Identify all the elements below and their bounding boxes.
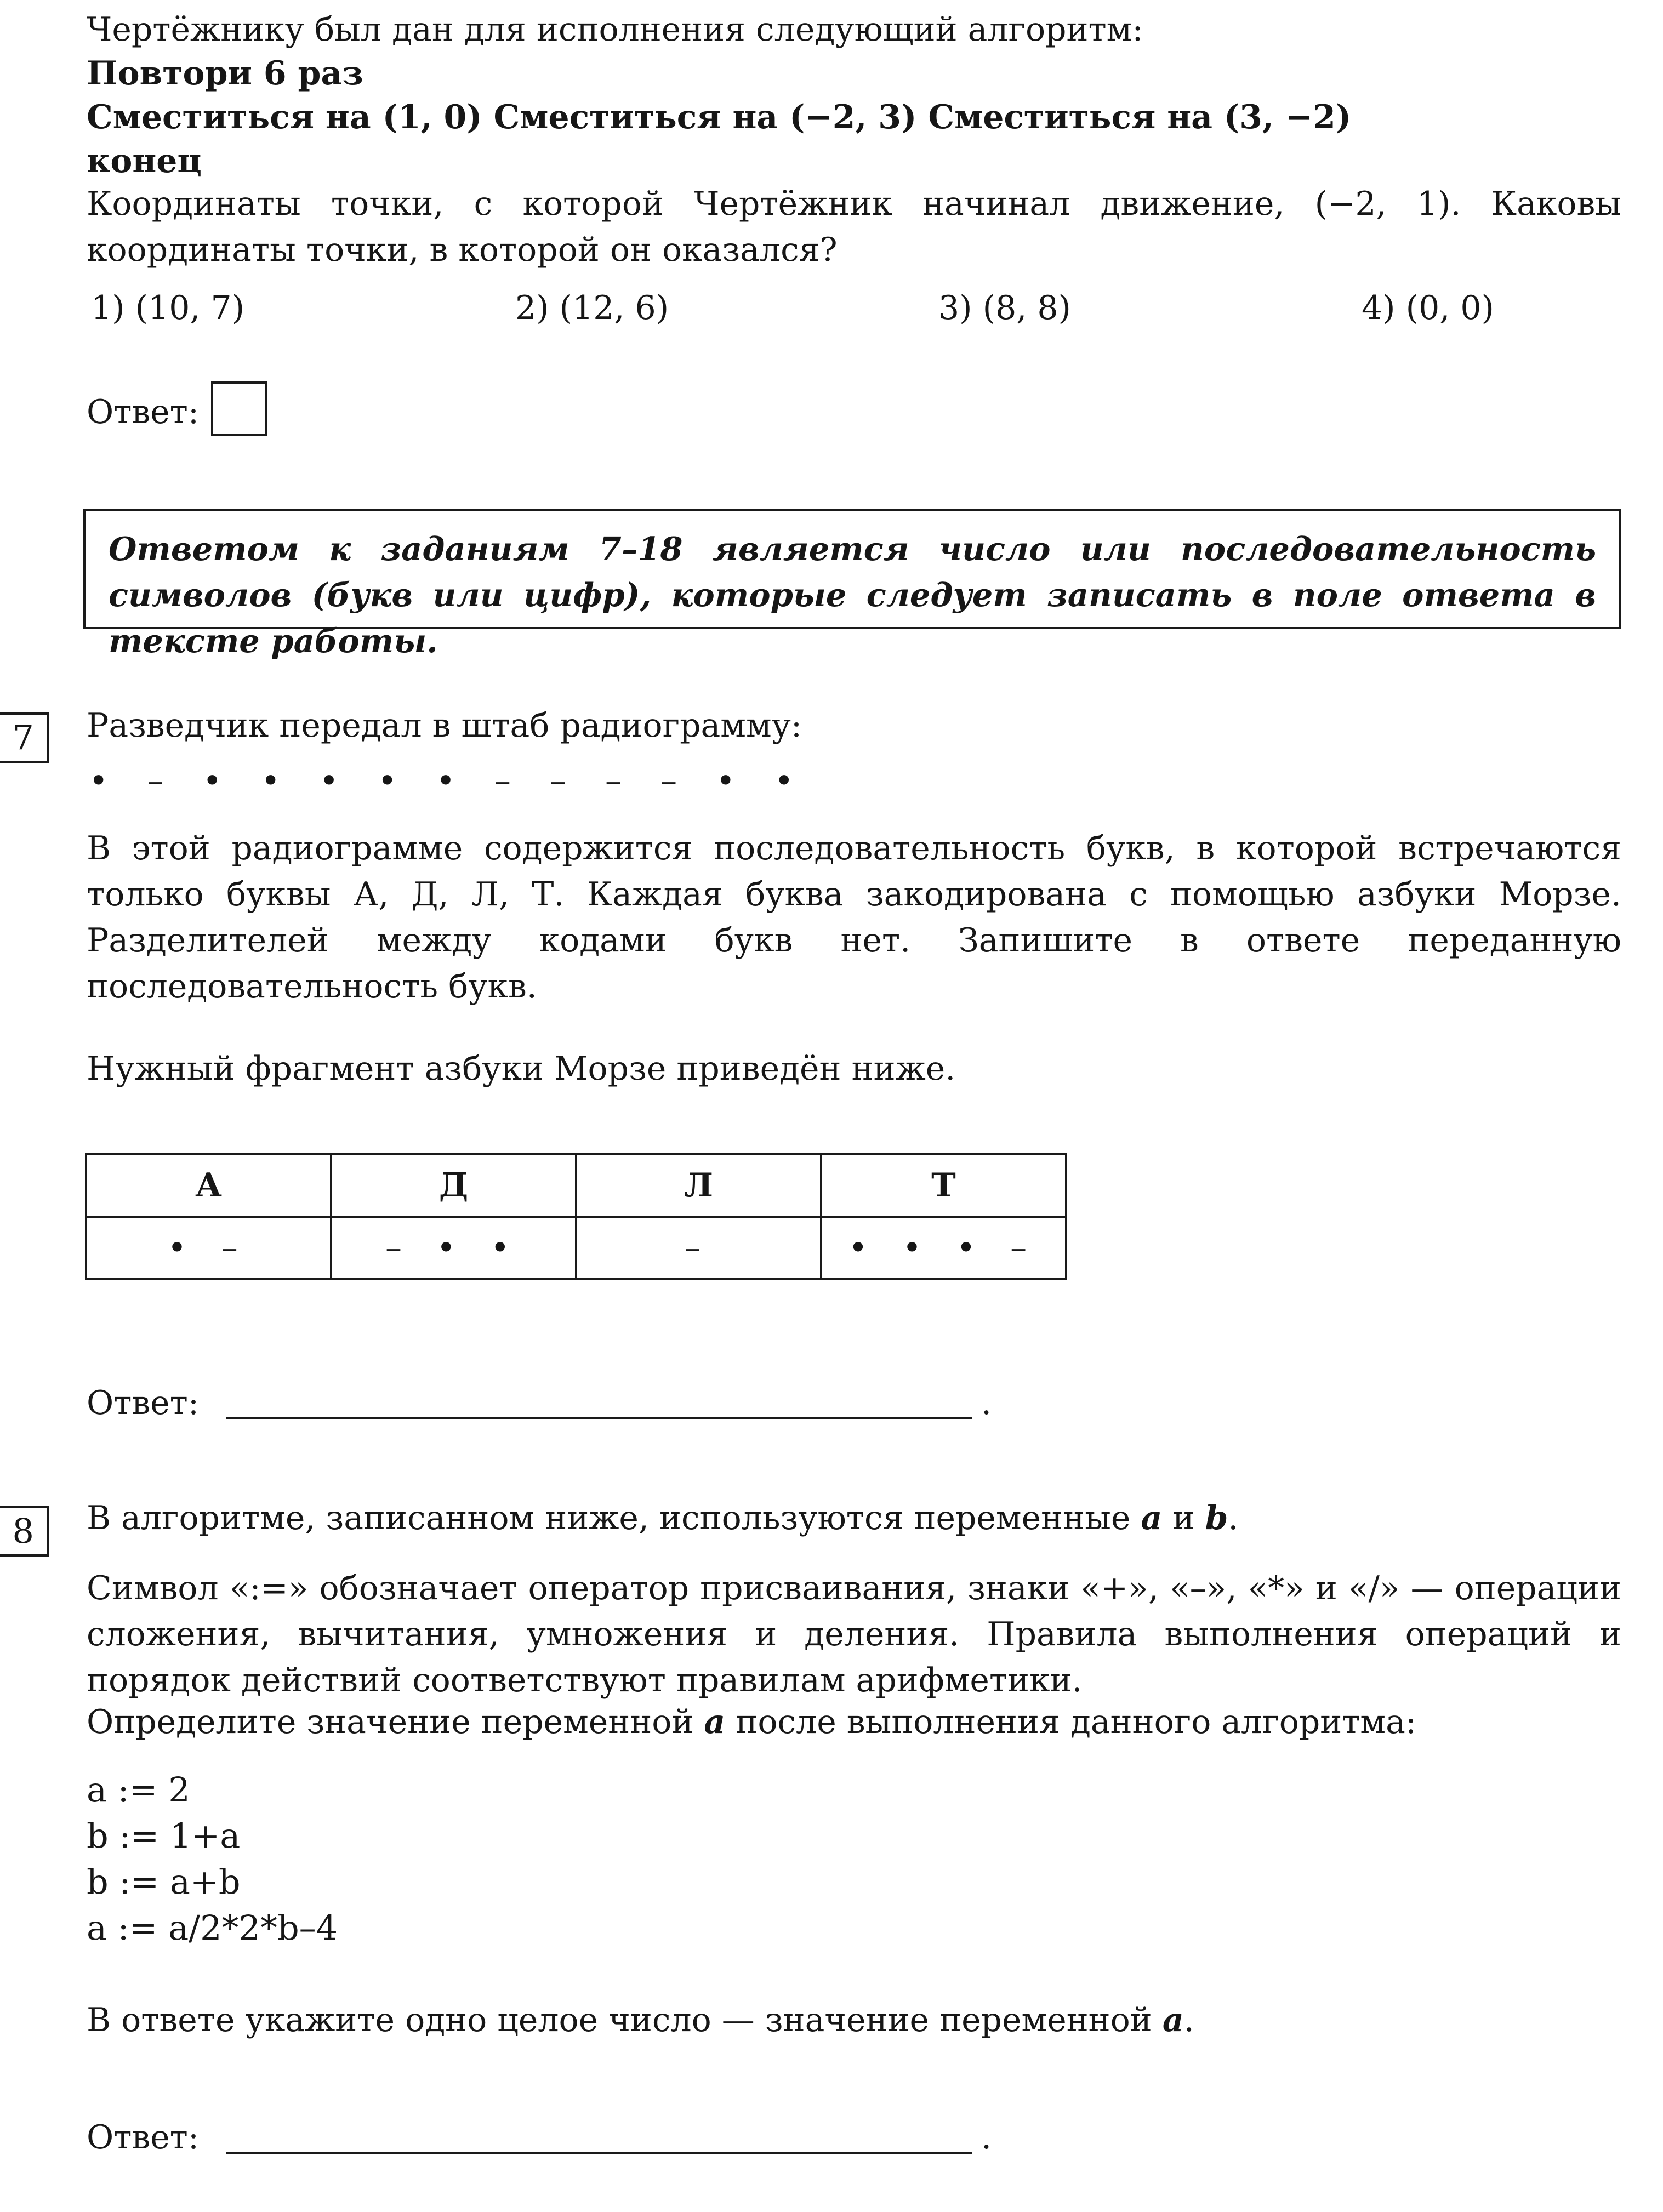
task8-intro-text: В алгоритме, записанном ниже, используются переменные <box>87 1499 1141 1537</box>
task7-description <box>87 825 1621 1010</box>
task8-determine-text: Определите значение переменной <box>87 1703 704 1741</box>
task8-var-b: b <box>1205 1499 1228 1537</box>
task6-question <box>87 181 1621 273</box>
morse-letter-t: Т <box>821 1154 1066 1217</box>
task6-option-4[interactable]: 4) (0, 0) <box>1362 289 1494 327</box>
morse-table-code-row <box>86 1217 1066 1279</box>
code-line-4: a := a/2*2*b–4 <box>87 1908 338 1948</box>
morse-table <box>85 1153 1067 1280</box>
task8-intro-end: . <box>1228 1499 1239 1537</box>
task8-determine <box>87 1699 1416 1745</box>
task8-answer-label: Ответ: <box>87 2118 200 2157</box>
task7-answer-period: . <box>981 1384 992 1422</box>
task6-repeat: Повтори 6 раз <box>87 54 363 93</box>
task7-fragment-note: Нужный фрагмент азбуки Морзе приведён ниже. <box>87 1050 956 1088</box>
task7-description-text: В этой радиограмме содержится последовательность букв, в которой встречаются только буквы А, Д, Л, Т. Каждая буква закодирована с помощью азбуки Морзе. Разделителей между кодами букв нет. Запишите в ответе переданную последовательность букв. <box>87 829 1621 1006</box>
morse-code-t: • • • – <box>821 1217 1066 1279</box>
task8-answer-field[interactable] <box>226 2152 972 2154</box>
task6-question-text: Координаты точки, с которой Чертёжник начинал движение, (−2, 1). Каковы координаты точки, в которой он оказался? <box>87 185 1621 269</box>
task8-intro-and: и <box>1162 1499 1205 1537</box>
task8-note-text: В ответе укажите одно целое число — значение переменной <box>87 2001 1163 2039</box>
morse-letter-l: Л <box>576 1154 821 1217</box>
task6-end: конец <box>87 142 202 180</box>
task8-determine-var: a <box>704 1703 726 1741</box>
task7-answer-label: Ответ: <box>87 1384 200 1422</box>
task6-intro: Чертёжнику был дан для исполнения следующий алгоритм: <box>87 10 1143 49</box>
task8-number-box: 8 <box>0 1506 49 1557</box>
task7-radiogram: • – • • • • • – – – – • • <box>89 762 808 800</box>
morse-code-l: – <box>576 1217 821 1279</box>
task6-option-1[interactable]: 1) (10, 7) <box>91 289 245 327</box>
task6-option-2[interactable]: 2) (12, 6) <box>515 289 669 327</box>
task8-note-end: . <box>1183 2001 1194 2039</box>
task7-answer-field[interactable] <box>226 1417 972 1419</box>
task6-answer-label: Ответ: <box>87 393 200 431</box>
instructions-notice: Ответом к заданиям 7–18 является число или последовательность символов (букв или цифр), которые следует записать в поле ответа в тексте работы. <box>83 509 1621 629</box>
task8-description-text: Символ «:=» обозначает оператор присваивания, знаки «+», «–», «*» и «/» — операции сложения, вычитания, умножения и деления. Правила выполнения операций и порядок действий соответствуют правилам арифметики. <box>87 1569 1621 1700</box>
morse-letter-a: А <box>86 1154 331 1217</box>
code-line-2: b := 1+a <box>87 1816 241 1856</box>
task6-commands: Сместиться на (1, 0) Сместиться на (−2, 3) Сместиться на (3, −2) <box>87 98 1352 136</box>
task8-intro <box>87 1495 1239 1541</box>
task8-description <box>87 1565 1621 1703</box>
code-line-3: b := a+b <box>87 1862 241 1902</box>
task7-intro: Разведчик передал в штаб радиограмму: <box>87 706 802 745</box>
task8-determine-end: после выполнения данного алгоритма: <box>725 1703 1417 1741</box>
task6-answer-box[interactable] <box>211 381 267 436</box>
morse-letter-d: Д <box>331 1154 576 1217</box>
code-line-1: a := 2 <box>87 1770 190 1810</box>
task8-answer-period: . <box>981 2118 992 2157</box>
morse-code-d: – • • <box>331 1217 576 1279</box>
task6-option-3[interactable]: 3) (8, 8) <box>938 289 1071 327</box>
morse-code-a: • – <box>86 1217 331 1279</box>
task8-note <box>87 1997 1194 2043</box>
morse-table-header-row <box>86 1154 1066 1217</box>
task7-number-box: 7 <box>0 712 49 763</box>
task8-note-var: a <box>1162 2001 1184 2039</box>
task8-var-a: a <box>1141 1499 1163 1537</box>
